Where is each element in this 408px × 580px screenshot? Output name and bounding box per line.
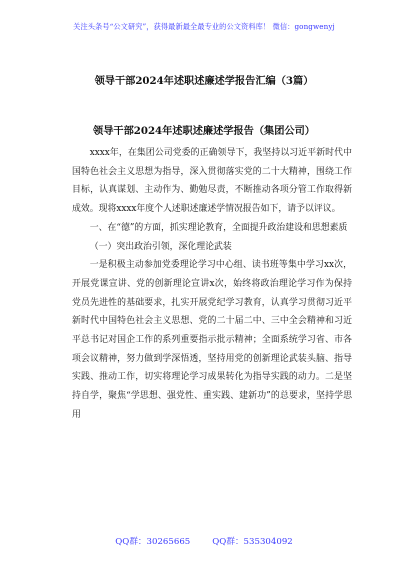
- paragraph-intro: xxxx年，在集团公司党委的正确领导下，我坚持以习近平新时代中国特色社会主义思想为指导，深入贯彻落实党的二十大精神，围绕工作目标，认真谋划、主动作为、勤勉尽责，不断推动各项分管工作取得新成效。现将xxxx年度个人述职述廉述学情况报告如下，请予以评议。: [72, 148, 352, 215]
- document-title: 领导干部2024年述职述廉述学报告汇编（3篇）: [94, 75, 314, 87]
- header-banner: 关注头条号“公文研究”，获得最新最全最专业的公文资料库！ 微信：gongwenyj: [73, 22, 335, 31]
- footer-qq-group-2: QQ群：535304092: [212, 537, 293, 547]
- footer: [0, 535, 408, 547]
- footer-qq-group-1: QQ群：30265665: [115, 537, 191, 547]
- paragraph-body: 一是积极主动参加党委理论学习中心组、读书班等集中学习xx次，开展党课宣讲、党的创新理论宣讲x次，始终将政治理论学习作为保持党员先进性的基础要求，扎实开展党纪学习教育，认真学习贯彻习近平新时代中国特色社会主义思想、党的二十届二中、三中全会精神和习近平总书记对国企工作的系列重要指示批示精神；全面系统学习省、市各项会议精神，努力做到学深悟透，坚持用党的创新理论武装头脑、指导实践、推动工作，切实将理论学习成果转化为指导实践的动力。二是坚持自学，聚焦“学思想、强党性、重实践、建新功”的总要求，坚持学思用: [72, 260, 352, 420]
- heading-level-1: 一、在“德”的方面，抓实理论教育，全面提升政治建设和思想素质: [89, 222, 348, 233]
- heading-level-2: （一）突出政治引领，深化理论武装: [89, 241, 232, 252]
- document-body: [72, 144, 352, 425]
- section-title: 领导干部2024年述职述廉述学报告（集团公司）: [93, 125, 315, 137]
